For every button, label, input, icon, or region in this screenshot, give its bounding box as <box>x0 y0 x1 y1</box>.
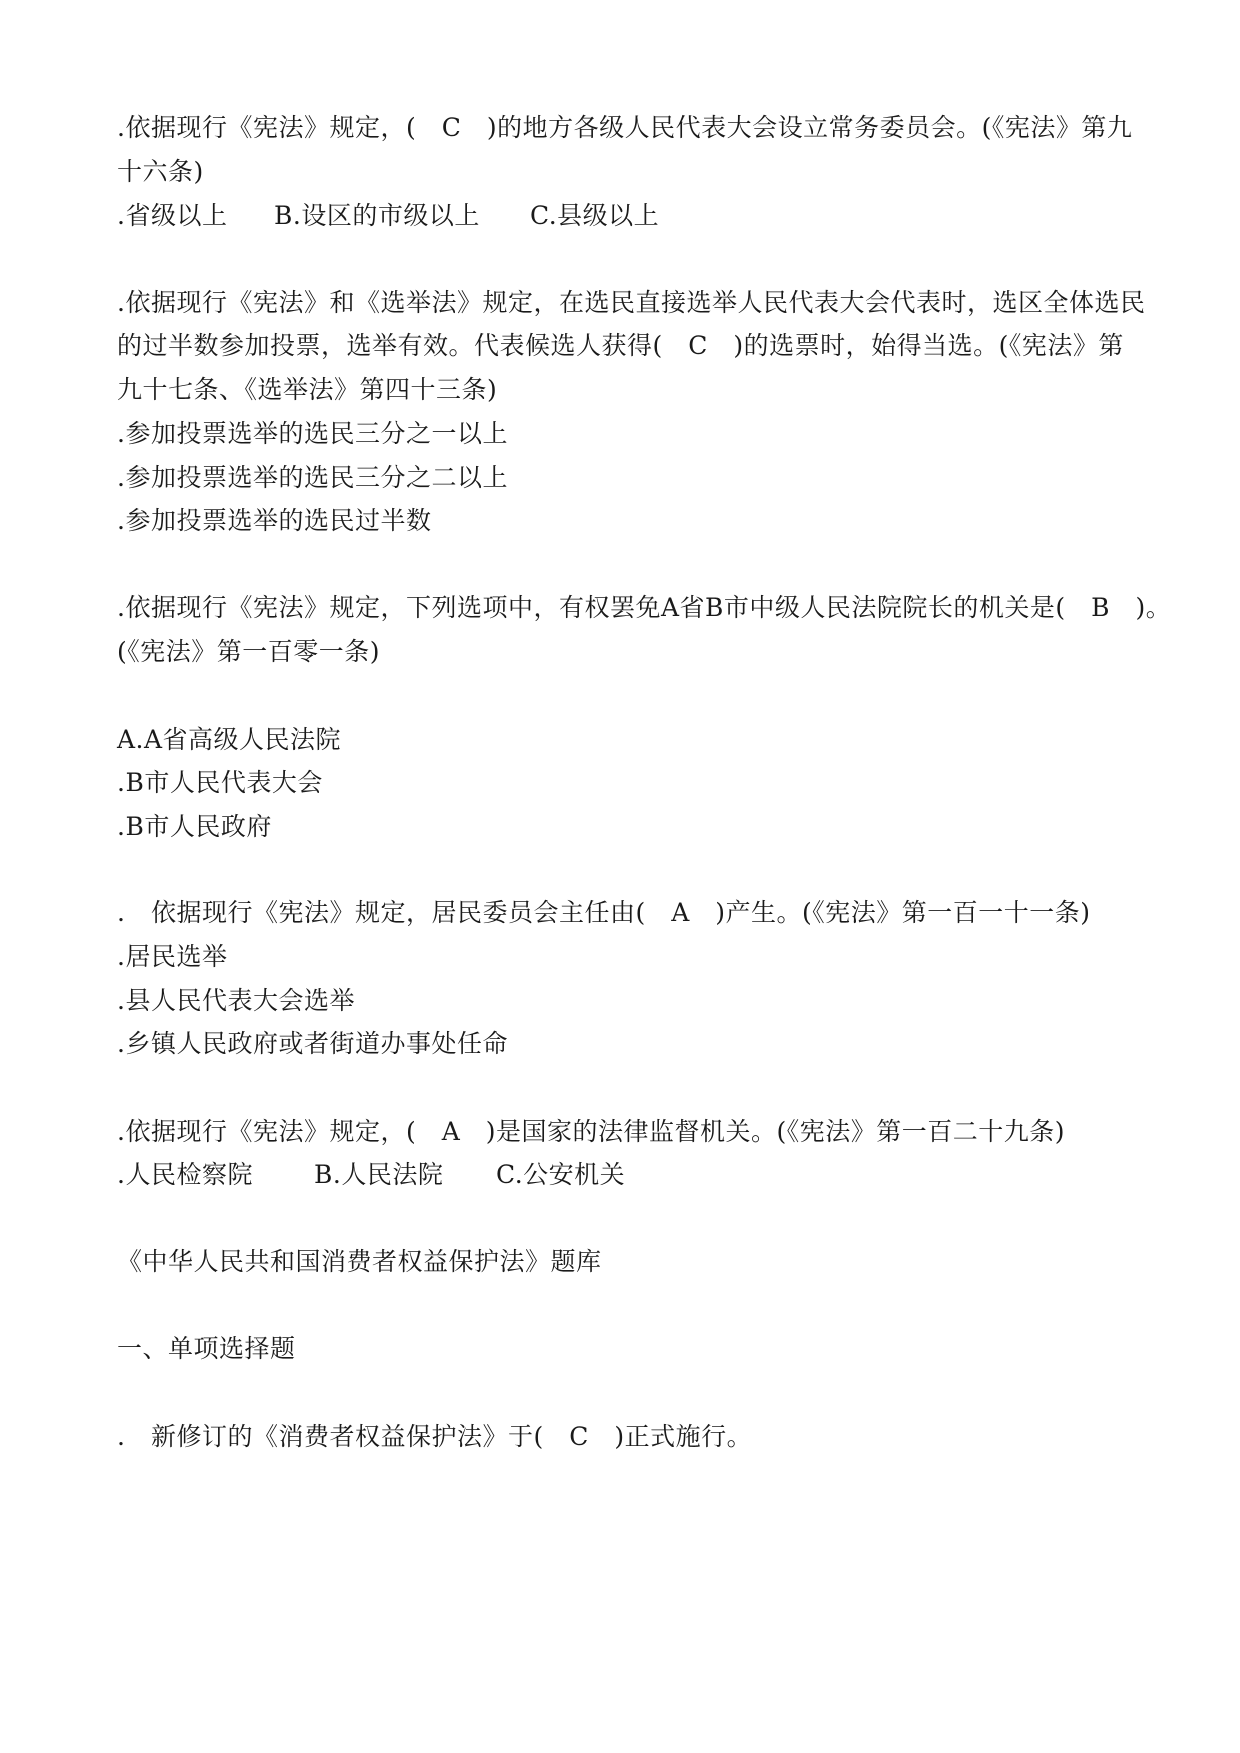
q3-stem-line-1: .依据现行《宪法》规定，下列选项中，有权罢免A省B市中级人民法院院长的机关是( B )。 <box>117 593 1172 622</box>
q3-option-c: .B市人民政府 <box>117 812 272 841</box>
q1-option-b: B.设区的市级以上 <box>274 201 480 230</box>
q1-stem-line-1: .依据现行《宪法》规定，( C )的地方各级人民代表大会设立常务委员会。(《宪法》第九 <box>117 113 1133 142</box>
q5-options <box>117 1159 625 1191</box>
q4-option-c: .乡镇人民政府或者街道办事处任命 <box>117 1029 508 1058</box>
q5-stem-line-1: .依据现行《宪法》规定，( A )是国家的法律监督机关。(《宪法》第一百二十九条) <box>117 1117 1066 1146</box>
q2-option-a: .参加投票选举的选民三分之一以上 <box>117 419 508 448</box>
section-title: 《中华人民共和国消费者权益保护法》题库 <box>117 1247 602 1276</box>
q1-option-c: C.县级以上 <box>530 201 660 230</box>
q4-option-b: .县人民代表大会选举 <box>117 986 355 1015</box>
q2-option-b: .参加投票选举的选民三分之二以上 <box>117 463 508 492</box>
q2-stem-line-1: .依据现行《宪法》和《选举法》规定，在选民直接选举人民代表大会代表时，选区全体选民 <box>117 288 1146 317</box>
q2-stem-line-3: 九十七条、《选举法》第四十三条) <box>117 375 498 404</box>
q3-option-a: A.A省高级人民法院 <box>117 725 342 754</box>
q3-option-b: .B市人民代表大会 <box>117 768 323 797</box>
q1-options <box>117 200 659 232</box>
q1-option-a: .省级以上 <box>117 201 228 230</box>
section-first-question: . 新修订的《消费者权益保护法》于( C )正式施行。 <box>117 1422 753 1451</box>
q5-option-c: C.公安机关 <box>496 1160 626 1189</box>
q5-option-a: .人民检察院 <box>117 1160 253 1189</box>
q1-stem-line-2: 十六条) <box>117 157 204 186</box>
q5-option-b: B.人民法院 <box>314 1160 444 1189</box>
q3-stem-line-2: (《宪法》第一百零一条) <box>117 637 381 666</box>
section-subtitle: 一、单项选择题 <box>117 1334 296 1363</box>
q2-stem-line-2: 的过半数参加投票，选举有效。代表候选人获得( C )的选票时，始得当选。(《宪法》第 <box>117 331 1124 360</box>
q4-option-a: .居民选举 <box>117 942 228 971</box>
q4-stem-line-1: . 依据现行《宪法》规定，居民委员会主任由( A )产生。(《宪法》第一百一十一条) <box>117 898 1091 927</box>
q2-option-c: .参加投票选举的选民过半数 <box>117 506 432 535</box>
